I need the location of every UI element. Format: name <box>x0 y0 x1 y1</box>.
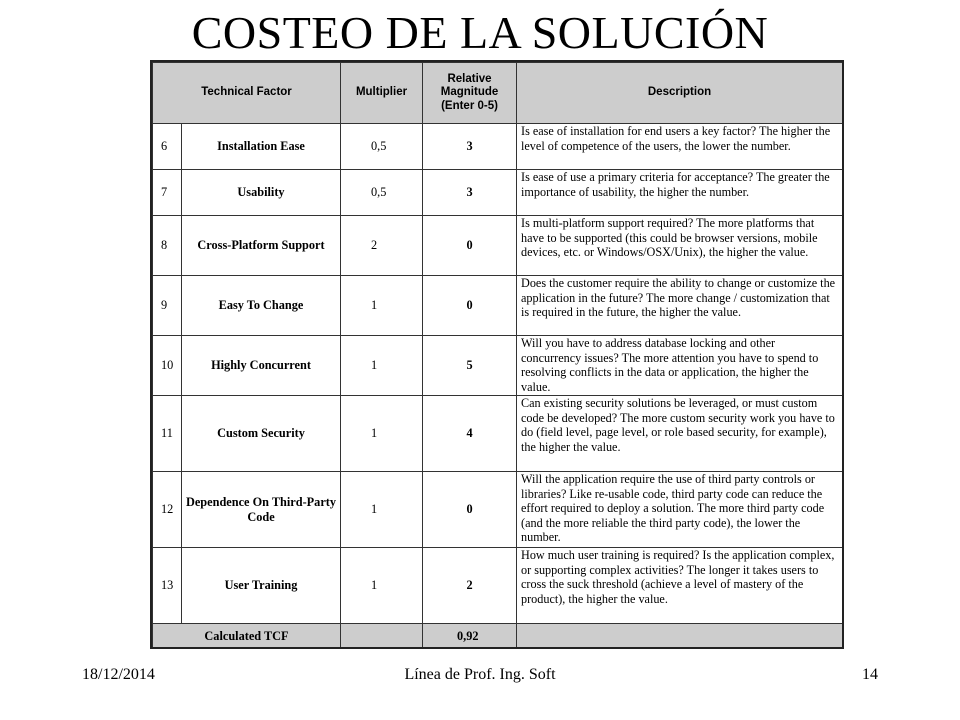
technical-factor: Cross-Platform Support <box>182 216 341 276</box>
header-relative-magnitude: Relative Magnitude (Enter 0-5) <box>423 63 517 124</box>
magnitude-value: 5 <box>423 336 517 396</box>
slide-title: COSTEO DE LA SOLUCIÓN <box>191 7 769 58</box>
magnitude-value: 0 <box>423 472 517 548</box>
description-text: Is ease of use a primary criteria for acceptance? The greater the importance of usability, the higher the number. <box>517 170 843 216</box>
multiplier-value: 1 <box>341 396 423 472</box>
table-row <box>153 170 843 216</box>
row-number: 11 <box>153 396 182 472</box>
table-footer-row <box>153 624 843 649</box>
description-text: How much user training is required? Is the application complex, or supporting complex activities? The longer it takes users to cross the suck threshold (achieve a level of mastery of the product), the higher the value. <box>517 548 843 624</box>
calculated-tcf-label: Calculated TCF <box>153 624 341 649</box>
row-number: 13 <box>153 548 182 624</box>
tcf-table <box>150 60 844 649</box>
magnitude-value: 4 <box>423 396 517 472</box>
technical-factor: Installation Ease <box>182 124 341 170</box>
table-header-row <box>153 63 843 124</box>
table-row <box>153 336 843 396</box>
multiplier-value: 0,5 <box>341 170 423 216</box>
description-text: Can existing security solutions be leveraged, or must custom code be developed? The more custom security work you have to do (field level, page level, or role based security, for example), the higher the value. <box>517 396 843 472</box>
magnitude-value: 0 <box>423 216 517 276</box>
technical-factor: Custom Security <box>182 396 341 472</box>
multiplier-value: 2 <box>341 216 423 276</box>
row-number: 9 <box>153 276 182 336</box>
description-text: Is multi-platform support required? The more platforms that have to be supported (this could be browser versions, mobile devices, etc. or Windows/OSX/Unix), the higher the value. <box>517 216 843 276</box>
multiplier-value: 0,5 <box>341 124 423 170</box>
table-row <box>153 276 843 336</box>
header-technical-factor: Technical Factor <box>153 63 341 124</box>
footer-empty-cell <box>517 624 843 649</box>
row-number: 7 <box>153 170 182 216</box>
multiplier-value: 1 <box>341 276 423 336</box>
technical-factor: User Training <box>182 548 341 624</box>
calculated-tcf-value: 0,92 <box>423 624 517 649</box>
page-number: 14 <box>862 666 878 683</box>
technical-factor: Dependence On Third-Party Code <box>182 472 341 548</box>
description-text: Is ease of installation for end users a key factor? The higher the level of competence of the users, the lower the number. <box>517 124 843 170</box>
header-description: Description <box>517 63 843 124</box>
description-text: Will the application require the use of third party controls or libraries? Like re-usable code, third party code can reduce the effort required to deploy a solution. The more third party code (and the more reliable the third party code), the lower the number. <box>517 472 843 548</box>
technical-factor: Usability <box>182 170 341 216</box>
multiplier-value: 1 <box>341 472 423 548</box>
table-row <box>153 548 843 624</box>
description-text: Does the customer require the ability to change or customize the application in the future? The more change / customization that is required in the future, the higher the value. <box>517 276 843 336</box>
footer-center-text: Línea de Prof. Ing. Soft <box>404 666 556 683</box>
technical-factor: Highly Concurrent <box>182 336 341 396</box>
technical-factor: Easy To Change <box>182 276 341 336</box>
description-text: Will you have to address database locking and other concurrency issues? The more attention you have to spend to resolving conflicts in the data or application, the higher the value. <box>517 336 843 396</box>
table-row <box>153 396 843 472</box>
row-number: 8 <box>153 216 182 276</box>
row-number: 12 <box>153 472 182 548</box>
row-number: 6 <box>153 124 182 170</box>
magnitude-value: 2 <box>423 548 517 624</box>
table-row <box>153 124 843 170</box>
header-multiplier: Multiplier <box>341 63 423 124</box>
magnitude-value: 0 <box>423 276 517 336</box>
magnitude-value: 3 <box>423 124 517 170</box>
table-row <box>153 472 843 548</box>
multiplier-value: 1 <box>341 336 423 396</box>
magnitude-value: 3 <box>423 170 517 216</box>
multiplier-value: 1 <box>341 548 423 624</box>
table-row <box>153 216 843 276</box>
footer-empty-cell <box>341 624 423 649</box>
row-number: 10 <box>153 336 182 396</box>
footer-date: 18/12/2014 <box>82 666 155 683</box>
